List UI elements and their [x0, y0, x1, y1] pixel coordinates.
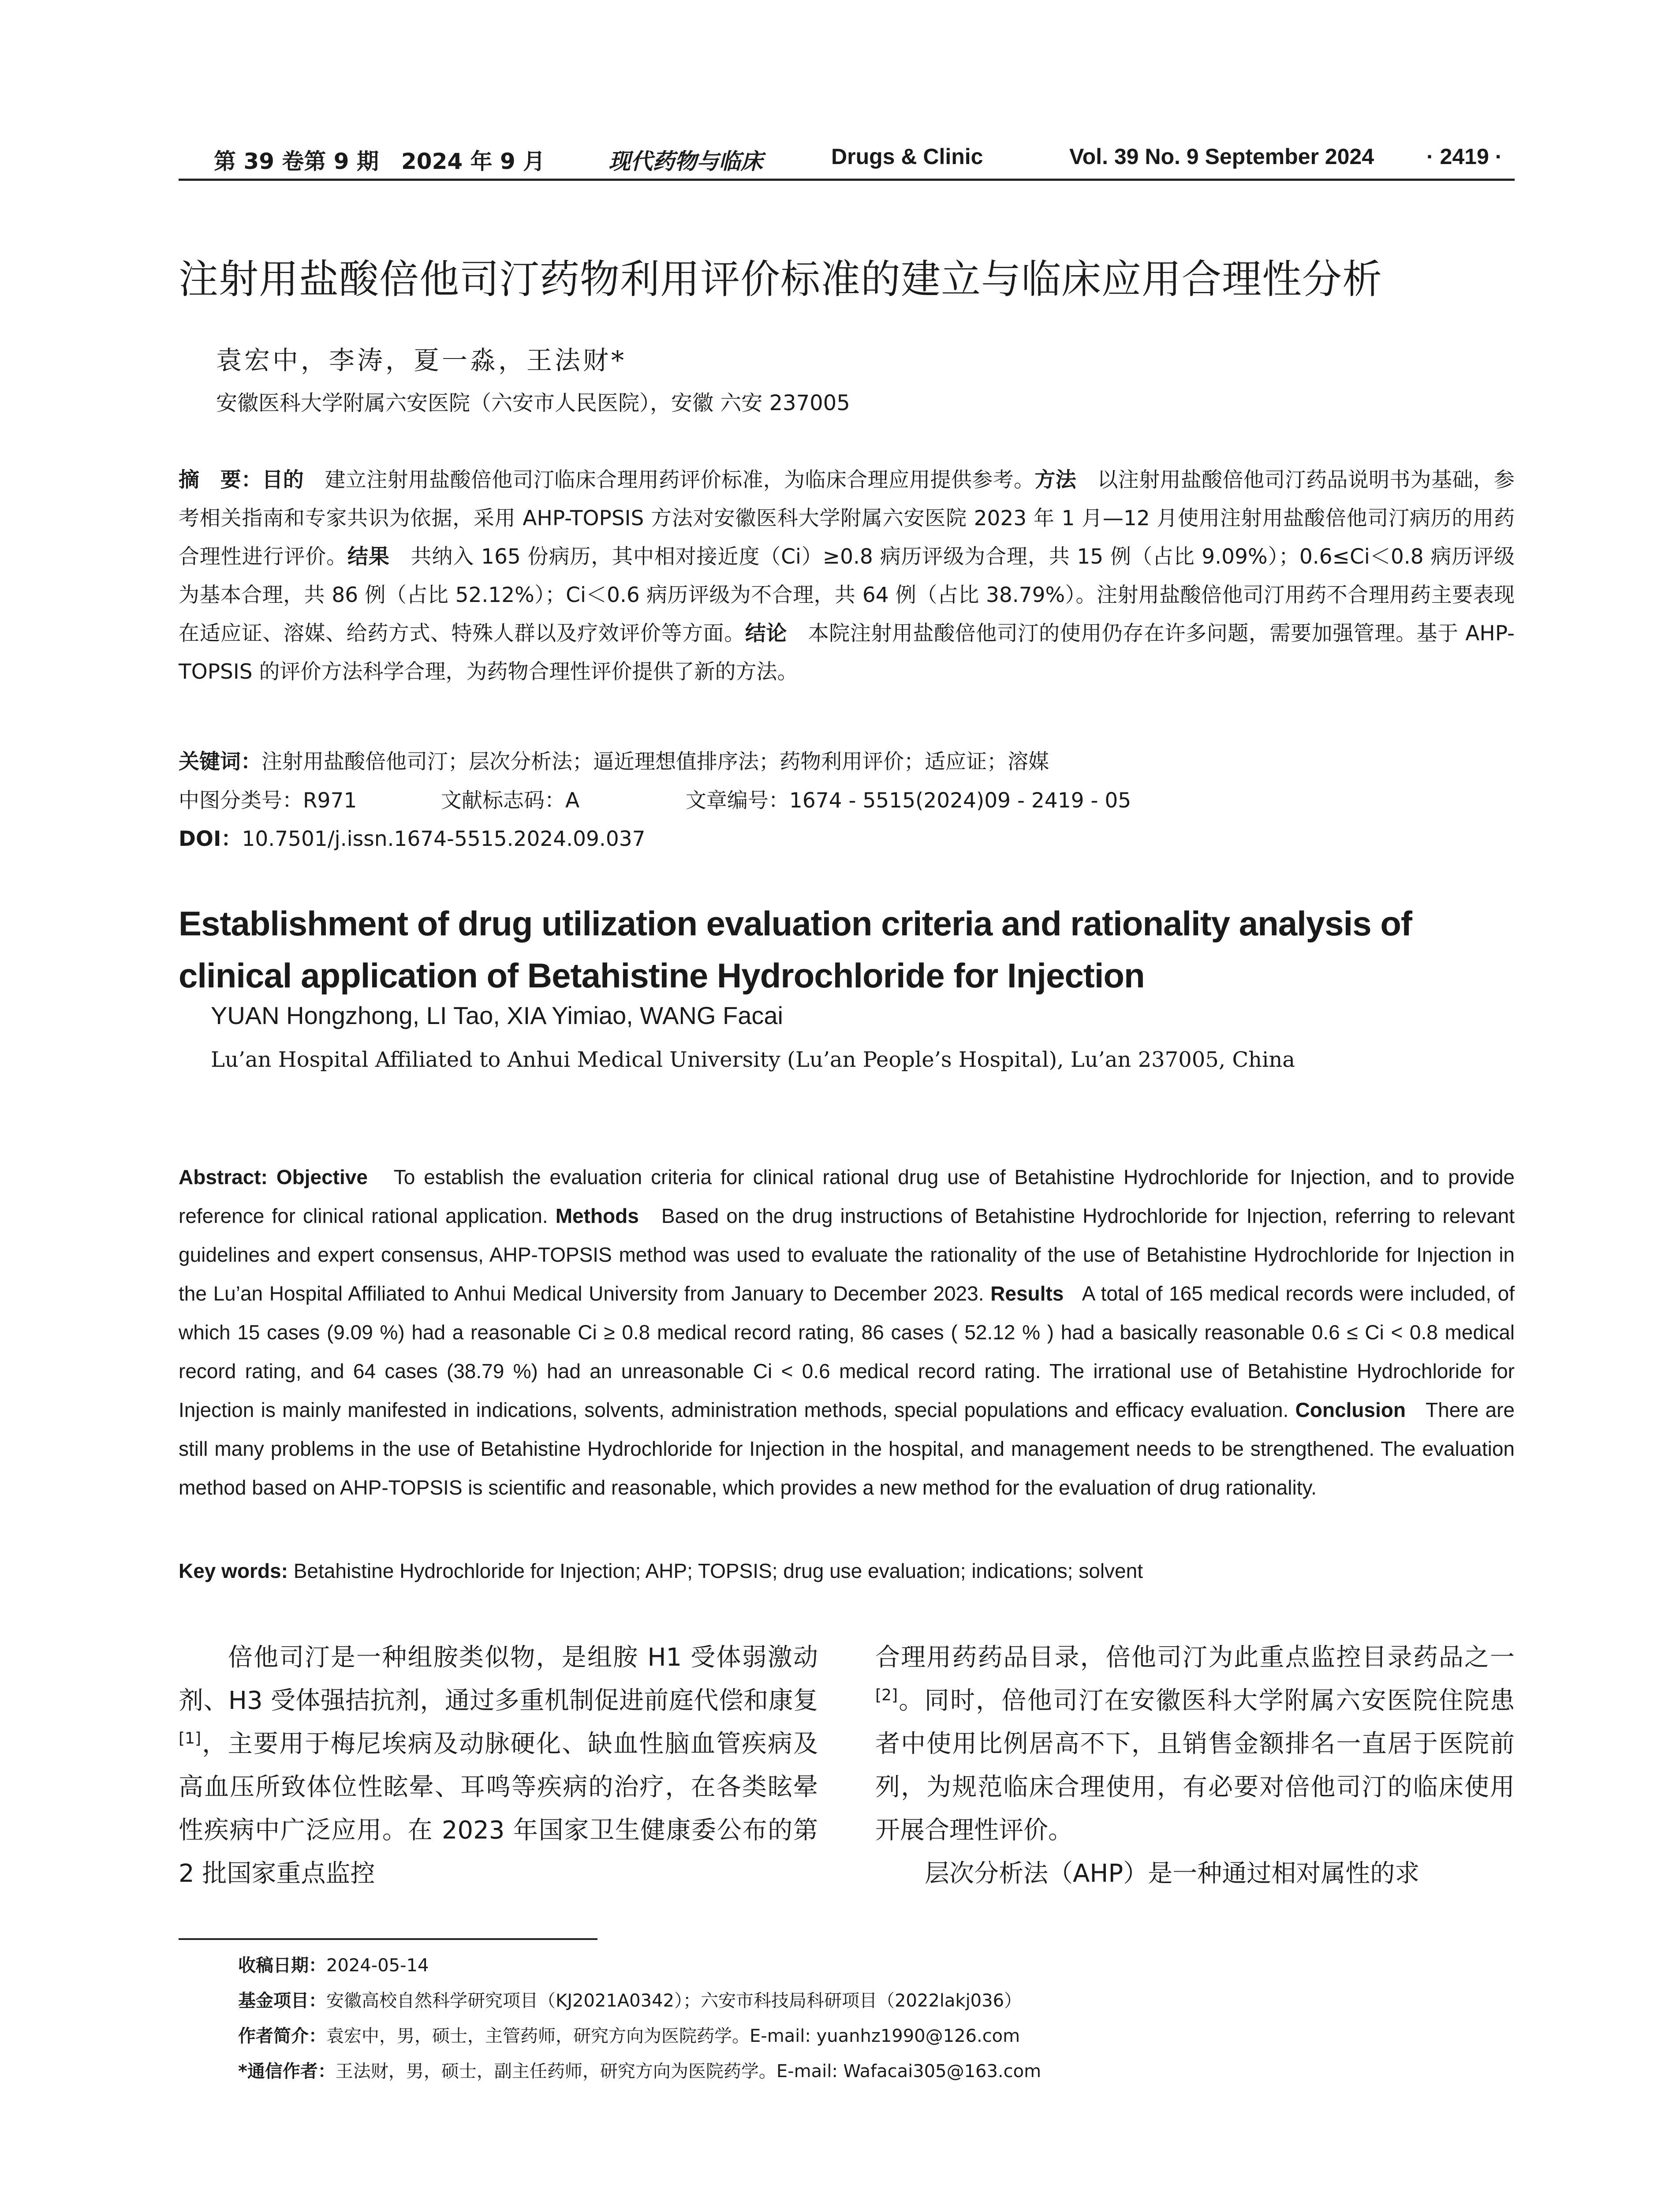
- conclusion-en: There are still many problems in the use of Betahistine Hydrochloride for Injection in the hospital, and management needs to be strengthened. The evaluation method based on AHP-TOPSIS is scientific and reasonable, which provides a new method for the evaluation of drug rationality.: [179, 1398, 1515, 1499]
- running-header: [179, 140, 1515, 180]
- footnote-author-label: 作者简介：: [238, 2026, 326, 2046]
- header-date-zh: 2024 年 9 月: [401, 149, 545, 174]
- doi-link[interactable]: 10.7501/j.issn.1674-5515.2024.09.037: [242, 827, 646, 851]
- keywords-zh: [179, 745, 1049, 775]
- citation-1[interactable]: [1]: [179, 1729, 201, 1748]
- methods-en: Based on the drug instructions of Betahistine Hydrochloride for Injection, referring to relevant guidelines and expert consensus, AHP-TOPSIS method was used to evaluate the rationality of the use of Betahistine Hydrochloride for Injection in the Lu’an Hospital Affiliated to Anhui Medical University from January to December 2023.: [179, 1204, 1515, 1305]
- body-text: 层次分析法（AHP）是一种通过相对属性的求: [925, 1859, 1420, 1888]
- body-paragraph: [875, 1636, 1515, 1852]
- body-text: ，主要用于梅尼埃病及动脉硬化、缺血性脑血管疾病及高血压所致体位性眩晕、耳鸣等疾病的治疗，在各类眩晕性疾病中广泛应用。在 2023 年国家卫生健康委公布的第 2 批国家重点监控: [179, 1730, 818, 1888]
- authors-zh: 袁宏中，李涛，夏一淼，王法财*: [216, 345, 627, 375]
- methods-label-zh: 方法: [1034, 468, 1077, 492]
- keywords-en-text: Betahistine Hydrochloride for Injection; AHP; TOPSIS; drug use evaluation; indications; solvent: [293, 1559, 1143, 1582]
- footnote-corresponding-label: *通信作者：: [238, 2061, 336, 2082]
- doi-line: [179, 822, 646, 852]
- header-volume-issue-zh: 第 39 卷第 9 期: [214, 149, 379, 174]
- footnote-received-date: 2024-05-14: [326, 1955, 429, 1976]
- objective-en: To establish the evaluation criteria for clinical rational drug use of Betahistine Hydrochloride for Injection, and to provide reference for clinical rational application.: [179, 1166, 1515, 1227]
- header-journal-zh: 现代药物与临床: [609, 148, 763, 174]
- body-column-left: [179, 1636, 818, 1895]
- authors-en: YUAN Hongzhong, LI Tao, XIA Yimiao, WANG Facai: [211, 1002, 783, 1029]
- footnote-rule: [179, 1938, 597, 1940]
- clc-number: 中图分类号：R971: [179, 789, 357, 813]
- affiliation-en: Lu’an Hospital Affiliated to Anhui Medical University (Lu’an People’s Hospital), Lu’an 237005, China: [211, 1047, 1295, 1072]
- methods-label-en: Methods: [555, 1204, 639, 1227]
- footnote-funding: [238, 1987, 1022, 2012]
- body-text: 合理用药药品目录，倍他司汀为此重点监控目录药品之一: [875, 1643, 1515, 1672]
- body-text: 倍他司汀是一种组胺类似物，是组胺 H1 受体弱激动剂、H3 受体强拮抗剂，通过多重机制促进前庭代偿和康复: [179, 1643, 818, 1715]
- body-column-right: [875, 1636, 1515, 1895]
- abstract-en: [179, 1158, 1515, 1507]
- footnote-received: [238, 1951, 429, 1977]
- header-rule: [179, 179, 1515, 181]
- article-number: 文章编号：1674 - 5515(2024)09 - 2419 - 05: [685, 789, 1131, 813]
- classification-line: [179, 784, 1131, 814]
- abstract-zh: [179, 461, 1515, 691]
- objective-label-en: Objective: [276, 1166, 368, 1188]
- footnote-author-text: 袁宏中，男，硕士，主管药师，研究方向为医院药学。E-mail: yuanhz1990@126.com: [326, 2026, 1020, 2046]
- results-label-zh: 结果: [347, 545, 390, 569]
- results-zh: 共纳入 165 份病历，其中相对接近度（Ci）≥0.8 病历评级为合理，共 15 例（占比 9.09%）；0.6≤Ci＜0.8 病历评级为基本合理，共 86 例（占比 52.12%）；Ci＜0.6 病历评级为不合理，共 64 例（占比 38.79%）。注射用盐酸倍他司汀用药不合理用药主要表现在适应证、溶媒、给药方式、特殊人群以及疗效评价等方面。: [179, 545, 1515, 646]
- keywords-zh-text: 注射用盐酸倍他司汀；层次分析法；逼近理想值排序法；药物利用评价；适应证；溶媒: [261, 750, 1049, 774]
- affiliation-zh: 安徽医科大学附属六安医院（六安市人民医院），安徽 六安 237005: [216, 391, 850, 415]
- title-en: Establishment of drug utilization evaluation criteria and rationality analysis of clinical application of Betahistine Hydrochloride for Injection: [179, 904, 1412, 995]
- footnote-corresponding: [238, 2057, 1041, 2082]
- header-journal-en: Drugs & Clinic: [831, 144, 983, 169]
- header-page-number: · 2419 ·: [1426, 144, 1503, 169]
- conclusion-label-en: Conclusion: [1295, 1398, 1406, 1421]
- results-label-en: Results: [990, 1282, 1064, 1305]
- abstract-zh-label: 摘 要：: [179, 468, 262, 492]
- footnote-funding-label: 基金项目：: [238, 1991, 326, 2011]
- conclusion-label-zh: 结论: [745, 621, 787, 646]
- keywords-en-label: Key words:: [179, 1559, 288, 1582]
- body-paragraph: [179, 1636, 818, 1895]
- methods-zh: 以注射用盐酸倍他司汀药品说明书为基础，参考相关指南和专家共识为依据，采用 AHP-TOPSIS 方法对安徽医科大学附属六安医院 2023 年 1 月—12 月使用注射用盐酸倍他司汀病历的用药合理性进行评价。: [179, 468, 1515, 569]
- conclusion-zh: 本院注射用盐酸倍他司汀的使用仍存在许多问题，需要加强管理。基于 AHP-TOPSIS 的评价方法科学合理，为药物合理性评价提供了新的方法。: [179, 621, 1515, 684]
- keywords-en: [179, 1559, 1143, 1583]
- citation-2[interactable]: [2]: [875, 1686, 898, 1704]
- objective-zh: 建立注射用盐酸倍他司汀临床合理用药评价标准，为临床合理应用提供参考。: [325, 468, 1035, 492]
- abstract-en-label: Abstract:: [179, 1166, 268, 1188]
- header-volume-issue-en: Vol. 39 No. 9 September 2024: [1069, 144, 1374, 169]
- keywords-zh-label: 关键词：: [179, 750, 261, 774]
- doi-label: DOI：: [179, 827, 242, 851]
- body-paragraph: [875, 1852, 1515, 1895]
- results-en: A total of 165 medical records were included, of which 15 cases (9.09 %) had a reasonable Ci ≥ 0.8 medical record rating, 86 cases ( 52.12 % ) had a basically reasonable 0.6 ≤ Ci < 0.8 medical record rating, and 64 cases (38.79 %) had an unreasonable Ci < 0.6 medical record rating. The irrational use of Betahistine Hydrochloride for Injection is mainly manifested in indications, solvents, administration methods, special populations and efficacy evaluation.: [179, 1282, 1515, 1421]
- body-text: 。同时，倍他司汀在安徽医科大学附属六安医院住院患者中使用比例居高不下，且销售金额排名一直居于医院前列，为规范临床合理使用，有必要对倍他司汀的临床使用开展合理性评价。: [875, 1686, 1515, 1845]
- footnote-received-label: 收稿日期：: [238, 1955, 326, 1976]
- footnote-corresponding-text: 王法财，男，硕士，副主任药师，研究方向为医院药学。E-mail: Wafacai305@163.com: [335, 2061, 1042, 2082]
- objective-label-zh: 目的: [262, 468, 304, 492]
- footnote-author: [238, 2022, 1020, 2047]
- footnote-funding-text: 安徽高校自然科学研究项目（KJ2021A0342）；六安市科技局科研项目（2022lakj036）: [326, 1991, 1022, 2011]
- title-zh: 注射用盐酸倍他司汀药物利用评价标准的建立与临床应用合理性分析: [179, 256, 1382, 303]
- document-code: 文献标志码：A: [441, 789, 580, 813]
